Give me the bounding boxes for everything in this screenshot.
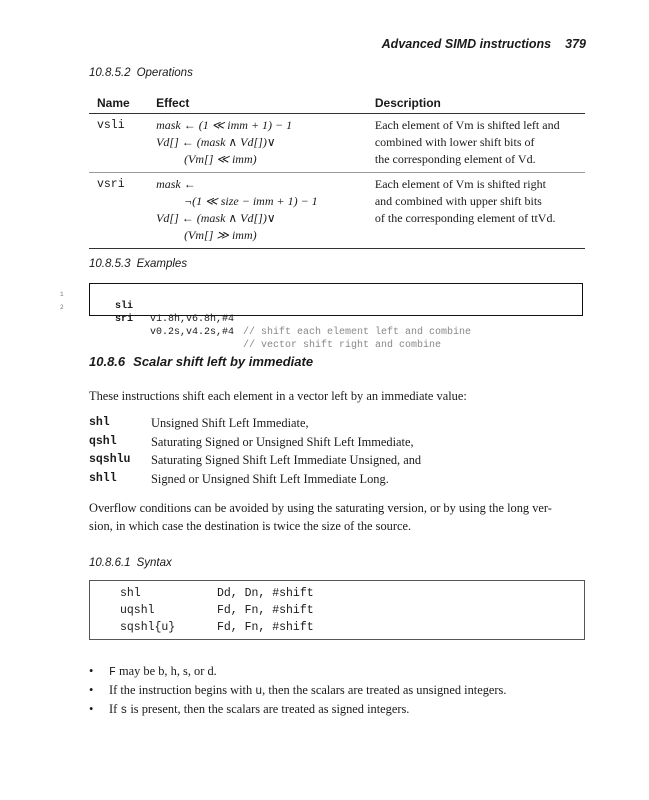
syntax-box [89, 580, 585, 640]
note-body: may be b, h, s, or d. [115, 664, 217, 678]
note-body: , then the scalars are treated as unsigned integers. [262, 683, 507, 697]
syntax-operands: Fd, Fn, #shift [217, 604, 314, 617]
operations-heading-title: Operations [136, 67, 193, 79]
effect-line: (Vm[] ≪ imm) [184, 152, 257, 166]
effect-line: mask ← (1 ≪ imm + 1) − 1 [156, 118, 293, 132]
syntax-heading-number: 10.8.6.1 [89, 557, 131, 569]
row-description [375, 114, 585, 173]
syntax-mnemonic: sqshl{u} [120, 621, 176, 634]
examples-heading-title: Examples [136, 258, 188, 270]
note-text [109, 681, 506, 701]
syntax-mnemonic: uqshl [120, 604, 155, 617]
running-header [382, 37, 586, 51]
header-name: Name [89, 93, 156, 114]
syntax-heading [89, 557, 172, 569]
note-text [109, 662, 217, 682]
instruction-item [89, 433, 585, 452]
row-description [375, 173, 585, 249]
instruction-description: Signed or Unsigned Shift Left Immediate Long. [151, 471, 389, 486]
note-body: is present, then the scalars are treated as signed integers. [127, 702, 410, 716]
operations-table-header-row [89, 93, 585, 114]
note-code: s [120, 704, 128, 717]
note-code: F [109, 666, 116, 679]
syntax-mnemonic: shl [120, 587, 141, 600]
code-opcode: sli [115, 301, 134, 312]
operations-heading [89, 67, 193, 79]
description-line: the corresponding element of Vd. [374, 152, 536, 166]
row-effect [156, 173, 375, 249]
instruction-mnemonic: shl [89, 416, 110, 429]
bullet-symbol: • [89, 702, 94, 716]
syntax-operands: Fd, Fn, #shift [217, 621, 314, 634]
section-heading-title: Scalar shift left by immediate [133, 354, 314, 369]
instruction-item [89, 451, 585, 470]
row-name: vsli [89, 114, 156, 173]
effect-line: (Vm[] ≫ imm) [184, 228, 257, 242]
note-pre: If the instruction begins with [109, 683, 256, 697]
note-text [109, 700, 409, 720]
instruction-list [89, 414, 585, 488]
bullet-symbol: • [89, 664, 94, 678]
operations-row-vsli [89, 114, 585, 173]
row-name: vsri [89, 173, 156, 249]
effect-line: Vd[] ← (mask ∧ Vd[])∨ [156, 135, 276, 149]
header-effect: Effect [156, 93, 375, 114]
instruction-item [89, 470, 585, 489]
line-number: 2 [60, 304, 64, 311]
operations-heading-number: 10.8.5.2 [89, 67, 131, 79]
effect-line: ¬(1 ≪ size − imm + 1) − 1 [184, 194, 318, 208]
instruction-description: Unsigned Shift Left Immediate, [151, 416, 309, 430]
note-item [89, 681, 585, 700]
note-code: u [255, 685, 263, 698]
syntax-heading-title: Syntax [136, 557, 172, 569]
note-pre: If [109, 702, 121, 716]
effect-line: Vd[] ← (mask ∧ Vd[])∨ [156, 211, 276, 225]
description-line: and combined with upper shift bits [374, 194, 542, 208]
operations-table [89, 93, 585, 249]
description-line: Each element of Vm is shifted left and [374, 118, 560, 132]
page-number: 379 [565, 37, 586, 51]
overflow-line: sion, in which case the destination is twice the size of the source. [89, 519, 412, 533]
code-args: v0.2s,v4.2s,#4 [150, 327, 235, 338]
code-listing [89, 283, 583, 351]
intro-paragraph: These instructions shift each element in a vector left by an immediate value: [89, 389, 467, 403]
instruction-description: Saturating Signed Shift Left Immediate Unsigned, and [151, 453, 422, 467]
row-effect [156, 114, 375, 173]
section-heading-number: 10.8.6 [89, 354, 126, 369]
running-header-title: Advanced SIMD instructions [381, 37, 552, 51]
overflow-paragraph [89, 499, 585, 535]
code-comment: // shift each element left and combine [243, 327, 472, 338]
instruction-item [89, 414, 585, 433]
bullet-symbol: • [89, 683, 94, 697]
description-line: of the corresponding element of ttVd. [374, 211, 556, 225]
code-opcode: sri [115, 314, 134, 325]
description-line: combined with lower shift bits of [374, 135, 535, 149]
effect-line: mask ← [156, 177, 196, 191]
code-comment: // vector shift right and combine [243, 340, 442, 351]
instruction-mnemonic: shll [89, 471, 117, 485]
operations-row-vsri [89, 173, 585, 249]
description-line: Each element of Vm is shifted right [374, 177, 546, 191]
overflow-line: Overflow conditions can be avoided by using the saturating version, or by using the long ver- [89, 501, 552, 515]
note-item [89, 662, 585, 681]
examples-heading-number: 10.8.5.3 [89, 258, 131, 270]
instruction-description: Saturating Signed or Unsigned Shift Left Immediate, [151, 434, 414, 449]
syntax-operands: Dd, Dn, #shift [217, 587, 314, 600]
line-number: 1 [60, 291, 64, 298]
section-heading [89, 354, 313, 369]
instruction-mnemonic: sqshlu [89, 453, 131, 466]
code-args: v1.8h,v6.8h,#4 [150, 314, 235, 325]
header-description: Description [375, 93, 585, 114]
note-item [89, 700, 585, 719]
examples-heading [89, 258, 187, 270]
instruction-mnemonic: qshl [89, 434, 117, 448]
notes-list [89, 662, 585, 719]
